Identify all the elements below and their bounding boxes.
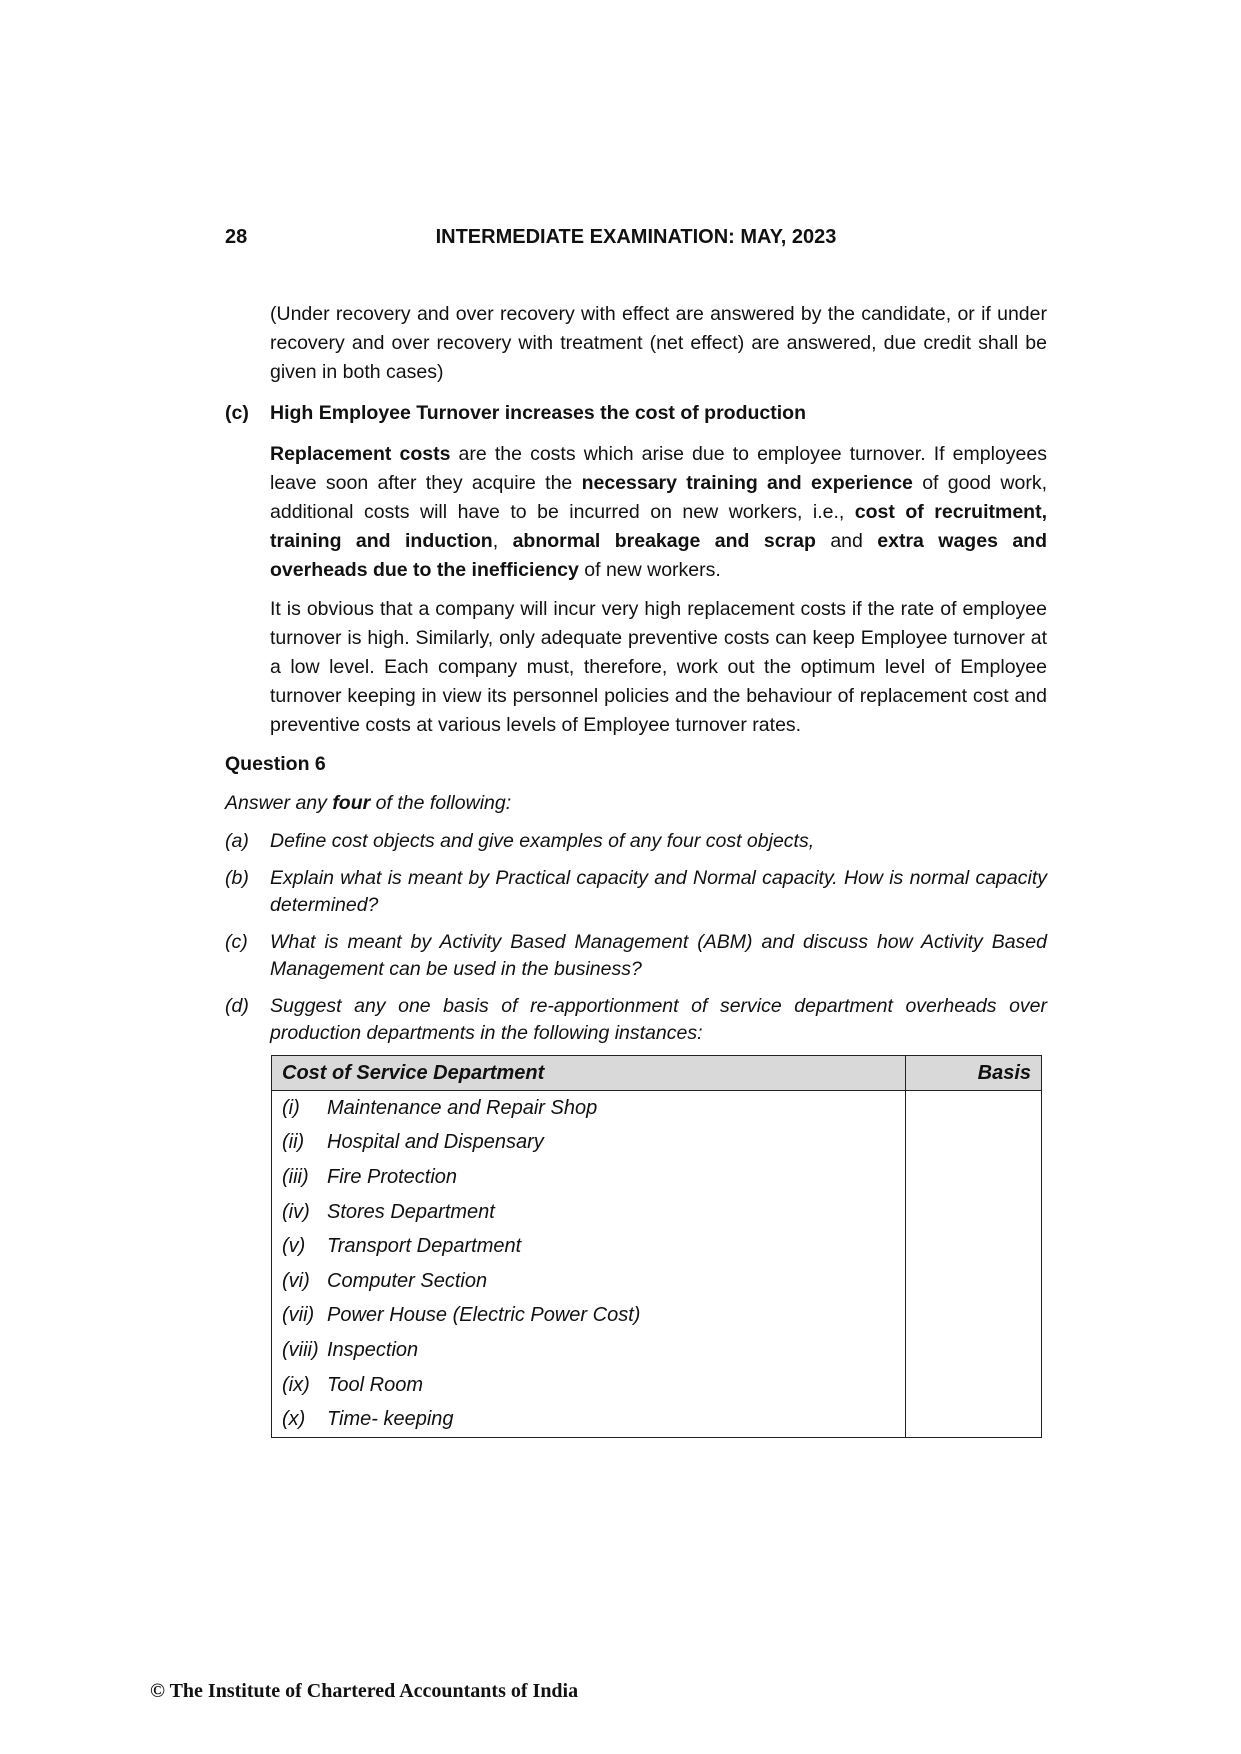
- text-segment: extra wages and overheads due to the inefficiency: [270, 530, 1047, 581]
- item-text: Define cost objects and give examples of any four cost objects,: [270, 830, 815, 852]
- basis-cell: [906, 1160, 1042, 1195]
- basis-cell: [906, 1333, 1042, 1368]
- basis-cell: [906, 1126, 1042, 1161]
- text-segment: cost of recruitment, training and induction: [270, 501, 1047, 552]
- department-name: Hospital and Dispensary: [327, 1131, 544, 1154]
- department-cell: [272, 1368, 906, 1403]
- page-body: [225, 300, 1047, 1438]
- item-text: What is meant by Activity Based Management (ABM) and discuss how Activity Based Management can be used in the business?: [270, 931, 1047, 980]
- question-6-heading: Question 6: [225, 753, 326, 775]
- text-segment: four: [332, 792, 371, 814]
- basis-cell: [906, 1402, 1042, 1437]
- item-label: (a): [225, 830, 249, 852]
- question-item-d: [225, 993, 1047, 1047]
- department-name: Transport Department: [327, 1235, 522, 1258]
- item-label: (d): [225, 995, 249, 1017]
- department-name: Computer Section: [327, 1269, 488, 1292]
- department-cell: [272, 1091, 906, 1126]
- department-cell: [272, 1264, 906, 1299]
- table-row: [272, 1091, 1042, 1126]
- department-name: Inspection: [327, 1338, 419, 1361]
- service-department-table: [271, 1055, 1042, 1438]
- department-cell: [272, 1402, 906, 1437]
- text-segment: necessary training and experience: [581, 472, 913, 494]
- department-cell: [272, 1126, 906, 1161]
- page-number: 28: [225, 226, 248, 248]
- table-row: [272, 1402, 1042, 1437]
- copyright-footer: © The Institute of Chartered Accountants of India: [150, 1680, 579, 1702]
- question-item-a: [225, 828, 1047, 855]
- text-segment: of good work, additional costs will have to be incurred on new workers, i.e.,: [270, 472, 1047, 523]
- section-c-title: High Employee Turnover increases the cost of production: [270, 402, 806, 424]
- department-name: Fire Protection: [327, 1165, 458, 1188]
- text-segment: are the costs which arise due to employee turnover. If employees leave soon after they acquire the: [270, 443, 1047, 494]
- basis-cell: [906, 1368, 1042, 1403]
- item-label: (c): [225, 931, 248, 953]
- text-segment: of the following:: [370, 792, 512, 814]
- marking-note: (Under recovery and over recovery with effect are answered by the candidate, or if under recovery and over recovery with treatment (net effect) are answered, due credit shall be given in both cases): [270, 303, 1047, 383]
- item-text: Suggest any one basis of re-apportionment of service department overheads over production departments in the following instances:: [270, 995, 1047, 1044]
- table-row: [272, 1229, 1042, 1264]
- page-header: [225, 226, 1047, 256]
- department-cell: [272, 1195, 906, 1230]
- row-number: (x): [282, 1408, 306, 1431]
- turnover-paragraph: It is obvious that a company will incur very high replacement costs if the rate of employee turnover is high. Similarly, only adequate preventive costs can keep Employee turnover at a low level. Each company must, therefore, work out the optimum level of Employee turnover keeping in view its personnel policies and the behaviour of replacement cost and preventive costs at various levels of Employee turnover rates.: [270, 598, 1047, 736]
- table-row: [272, 1126, 1042, 1161]
- basis-cell: [906, 1195, 1042, 1230]
- table-row: [272, 1264, 1042, 1299]
- table-header-row: [272, 1056, 1042, 1091]
- question-item-b: [225, 865, 1047, 919]
- item-text: Explain what is meant by Practical capacity and Normal capacity. How is normal capacity determined?: [270, 867, 1047, 916]
- replacement-cost-paragraph: [270, 440, 1047, 585]
- section-c-label: (c): [225, 402, 249, 424]
- row-number: (iv): [282, 1200, 310, 1223]
- item-label: (b): [225, 867, 249, 889]
- basis-cell: [906, 1264, 1042, 1299]
- text-segment: and: [815, 530, 878, 552]
- department-name: Time- keeping: [327, 1408, 454, 1431]
- text-segment: abnormal breakage and scrap: [512, 530, 816, 552]
- department-name: Maintenance and Repair Shop: [327, 1096, 598, 1119]
- row-number: (ix): [282, 1373, 310, 1396]
- table-row: [272, 1160, 1042, 1195]
- page-title: INTERMEDIATE EXAMINATION: MAY, 2023: [435, 226, 837, 248]
- row-number: (viii): [282, 1338, 319, 1361]
- department-cell: [272, 1229, 906, 1264]
- row-number: (ii): [282, 1131, 305, 1154]
- column-header-cost: Cost of Service Department: [272, 1056, 906, 1091]
- row-number: (v): [282, 1235, 306, 1258]
- question-item-c: [225, 929, 1047, 983]
- text-segment: Replacement costs: [270, 443, 451, 465]
- department-cell: [272, 1160, 906, 1195]
- column-header-basis: Basis: [906, 1056, 1042, 1091]
- text-segment: ,: [492, 530, 513, 552]
- table-row: [272, 1195, 1042, 1230]
- department-name: Power House (Electric Power Cost): [327, 1304, 641, 1327]
- basis-cell: [906, 1299, 1042, 1334]
- table-row: [272, 1333, 1042, 1368]
- text-segment: of new workers.: [578, 559, 721, 581]
- text-segment: Answer any: [225, 792, 333, 814]
- table-row: [272, 1368, 1042, 1403]
- table-row: [272, 1299, 1042, 1334]
- row-number: (iii): [282, 1165, 309, 1188]
- department-cell: [272, 1299, 906, 1334]
- row-number: (i): [282, 1096, 300, 1119]
- basis-cell: [906, 1229, 1042, 1264]
- row-number: (vi): [282, 1269, 310, 1292]
- department-name: Stores Department: [327, 1200, 495, 1223]
- department-name: Tool Room: [327, 1373, 423, 1396]
- question-6-instruction: [225, 789, 1047, 818]
- row-number: (vii): [282, 1304, 315, 1327]
- section-c-heading: [225, 399, 1047, 428]
- basis-cell: [906, 1091, 1042, 1126]
- department-cell: [272, 1333, 906, 1368]
